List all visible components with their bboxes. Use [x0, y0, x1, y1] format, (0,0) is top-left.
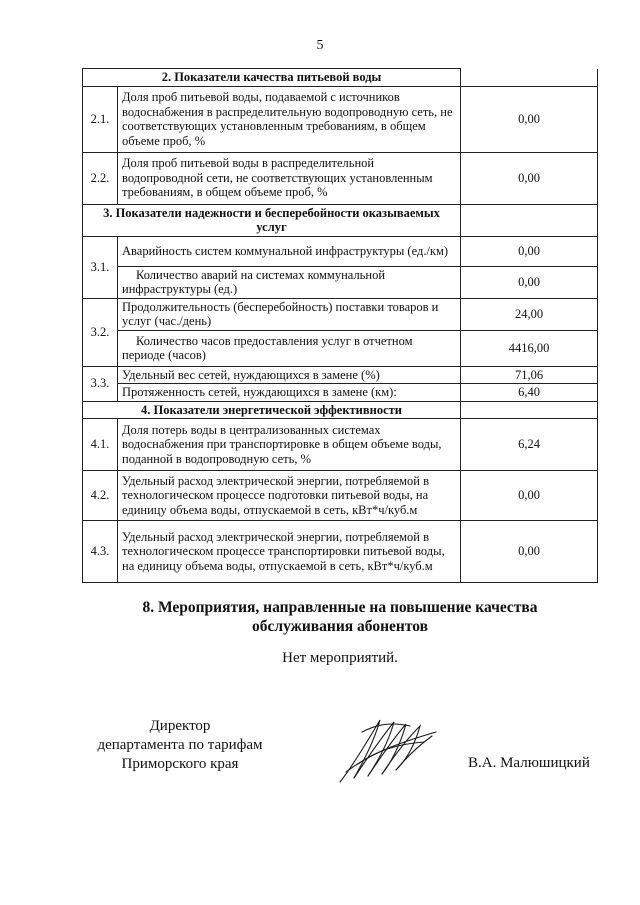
row-text: Удельный расход электрической энергии, потребляемой в технологическом процессе подготовки питьевой воды, на единицу объема воды, отпускаемой в сеть, кВт*ч/куб.м [118, 471, 461, 521]
table-row [83, 298, 598, 330]
table-row [83, 330, 598, 366]
row-value: 0,00 [461, 86, 598, 152]
row-number: 3.3. [83, 366, 118, 401]
section-8-body: Нет мероприятий. [282, 650, 398, 666]
row-text: Количество аварий на системах коммунальной инфраструктуры (ед.) [118, 266, 461, 298]
row-text: Доля проб питьевой воды, подаваемой с источников водоснабжения в распределительную водопроводную сеть, не соответствующих установленным требованиям, в общем объеме проб, % [118, 86, 461, 152]
row-text: Количество часов предоставления услуг в отчетном периоде (часов) [118, 330, 461, 366]
signatory-line3: Приморского края [121, 756, 239, 772]
section-3-title: 3. Показатели надежности и бесперебойности оказываемых услуг [83, 204, 461, 236]
section-2-title: 2. Показатели качества питьевой воды [83, 69, 461, 87]
row-text: Аварийность систем коммунальной инфраструктуры (ед./км) [118, 236, 461, 266]
row-value: 0,00 [461, 471, 598, 521]
row-value: 0,00 [461, 521, 598, 583]
section-8-title-line2: обслуживания абонентов [252, 618, 428, 635]
row-number: 3.1. [83, 236, 118, 298]
page-number: 5 [316, 38, 324, 53]
row-text: Продолжительность (бесперебойность) поставки товаров и услуг (час./день) [118, 298, 461, 330]
handwritten-signature [332, 712, 442, 792]
row-text: Доля проб питьевой воды в распределительной водопроводной сети, не соответствующих установленным требованиям, в общем объеме проб, % [118, 152, 461, 204]
table-row [83, 86, 598, 152]
row-value: 0,00 [461, 236, 598, 266]
row-number: 3.2. [83, 298, 118, 366]
row-value: 6,24 [461, 419, 598, 471]
row-value: 6,40 [461, 384, 598, 402]
row-value: 0,00 [461, 152, 598, 204]
section-header-row [83, 401, 598, 419]
table-row [83, 236, 598, 266]
row-text: Удельный вес сетей, нуждающихся в замене (%) [118, 366, 461, 384]
signatory-name: В.А. Малюшицкий [468, 755, 590, 771]
section-header-row [83, 69, 598, 87]
row-number: 4.2. [83, 471, 118, 521]
table-row [83, 366, 598, 384]
row-number: 4.3. [83, 521, 118, 583]
row-text: Доля потерь воды в централизованных системах водоснабжения при транспортировке в общем объеме воды, поданной в водопроводную сеть, % [118, 419, 461, 471]
row-value: 24,00 [461, 298, 598, 330]
table-row [83, 521, 598, 583]
row-text: Протяженность сетей, нуждающихся в замене (км): [118, 384, 461, 402]
row-text: Удельный расход электрической энергии, потребляемой в технологическом процессе транспортировки питьевой воды, на единицу объема воды, отпускаемой в сеть, кВт*ч/куб.м [118, 521, 461, 583]
table-row [83, 471, 598, 521]
row-number: 2.1. [83, 86, 118, 152]
indicators-table [82, 68, 598, 583]
table-row [83, 152, 598, 204]
row-number: 2.2. [83, 152, 118, 204]
table-row [83, 266, 598, 298]
row-value: 71,06 [461, 366, 598, 384]
table-row [83, 384, 598, 402]
row-number: 4.1. [83, 419, 118, 471]
section-4-title: 4. Показатели энергетической эффективности [83, 401, 461, 419]
row-value: 4416,00 [461, 330, 598, 366]
section-8-title-line1: 8. Мероприятия, направленные на повышение качества [142, 599, 538, 616]
signatory-position [60, 717, 300, 774]
section-8-title [60, 598, 620, 636]
row-value: 0,00 [461, 266, 598, 298]
table-row [83, 419, 598, 471]
signatory-line2: департамента по тарифам [97, 737, 263, 753]
section-header-row [83, 204, 598, 236]
signatory-line1: Директор [149, 718, 211, 734]
